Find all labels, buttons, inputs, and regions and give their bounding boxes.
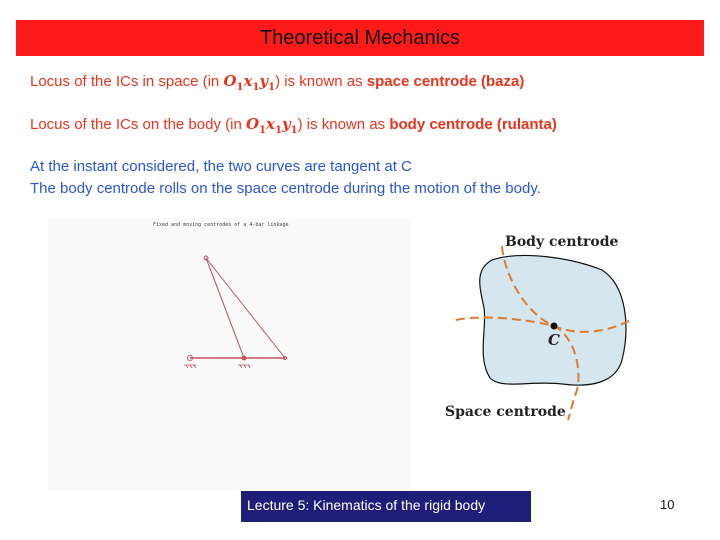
tangent-line: At the instant considered, the two curves are tangent at C [30,158,412,175]
body-line-bold: body centrode (rulanta) [389,116,557,133]
space-line-prefix: Locus of the ICs in space (in [30,73,224,90]
body-line-math: $O_1x_1y_1$ [245,115,298,136]
ground-symbol-middle [238,365,250,368]
linkage-caption: Fixed and moving centrodes of a 4-bar linkage [153,222,289,228]
coupler-link [206,258,285,358]
footer-lecture-box [241,491,531,522]
space-line-bold: space centrode (baza) [366,73,525,90]
body-line-prefix: Locus of the ICs on the body (in [30,116,246,133]
space-line-math: $O_1x_1y_1$ [223,72,276,93]
rocker-link [210,268,244,358]
rolls-line: The body centrode rolls on the space centrode during the motion of the body. [30,180,541,197]
space-line-middle: ) is known as [275,73,367,90]
linkage-figure [48,218,411,491]
title-bar [16,20,704,56]
body-line-middle: ) is known as [297,116,390,133]
body-centrode-label: Body centrode [505,234,619,250]
slide-title: Theoretical Mechanics [259,27,461,49]
point-c-label: C [548,331,560,349]
footer-lecture: Lecture 5: Kinematics of the rigid body [247,497,486,513]
space-centrode-line [30,72,524,93]
linkage-drawing [48,218,411,491]
body-centrode-line [30,115,557,136]
body-region [480,255,626,385]
pivot-middle [242,356,247,361]
centrode-drawing [432,228,632,428]
point-c [551,323,558,330]
centrode-figure [432,228,632,428]
ground-symbol-left [184,365,196,368]
page-number: 10 [660,497,675,512]
space-centrode-label: Space centrode [445,404,566,420]
